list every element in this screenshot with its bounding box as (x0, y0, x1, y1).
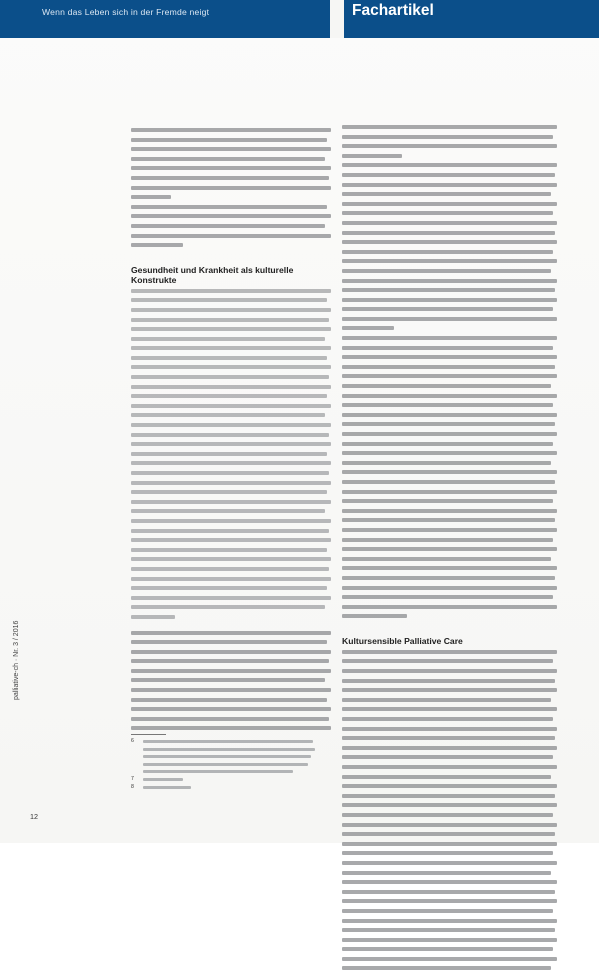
footnote (131, 738, 331, 746)
left-column (131, 128, 331, 736)
paragraph (342, 336, 557, 618)
section-heading: Gesundheit und Krankheit als kulturelle Konstrukte (131, 264, 294, 285)
section-heading: Kultursensible Palliative Care (342, 635, 463, 646)
right-column (342, 125, 557, 976)
footnotes (131, 738, 331, 791)
paragraph (342, 650, 557, 971)
journal-issue-label: palliative-ch · Nr. 3 / 2016 (13, 620, 20, 700)
paragraph (131, 205, 331, 247)
running-title: Wenn das Leben sich in der Fremde neigt (42, 7, 210, 17)
running-header (0, 0, 599, 38)
footnote (131, 776, 331, 784)
footnote-rule (131, 734, 166, 735)
page-number: 12 (30, 812, 38, 821)
italic-case-paragraph (131, 289, 331, 619)
footnote-number: 7 (131, 775, 134, 782)
header-divider (330, 0, 344, 38)
paragraph (131, 128, 331, 199)
paragraph (342, 125, 557, 158)
footnote-number: 6 (131, 738, 134, 744)
footnote (131, 784, 331, 792)
footnote-number: 8 (131, 783, 134, 790)
paragraph (342, 163, 557, 330)
paragraph (131, 631, 331, 731)
section-label: Fachartikel (352, 2, 434, 19)
